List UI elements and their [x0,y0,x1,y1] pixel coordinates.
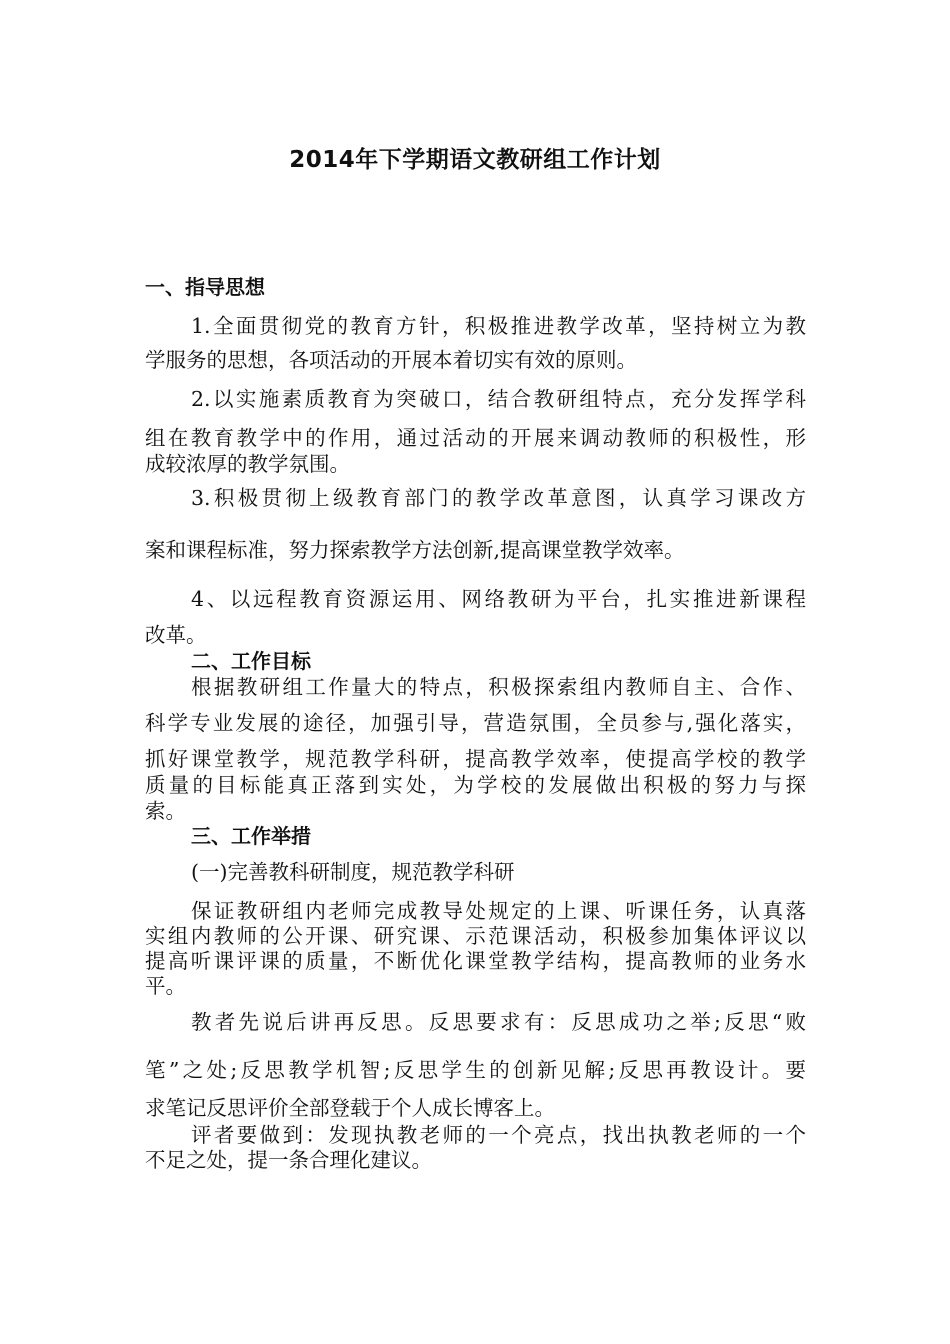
section-heading-work-goals: 二、工作目标 [191,649,311,673]
paragraph-line: 成较浓厚的教学氛围。 [145,452,350,476]
paragraph-line: 1.全面贯彻党的教育方针，积极推进教学改革，坚持树立为教 [191,314,806,338]
paragraph-line: 不足之处，提一条合理化建议。 [145,1148,432,1172]
paragraph-line: 4、以远程教育资源运用、网络教研为平台，扎实推进新课程 [191,587,806,611]
paragraph-line: 实组内教师的公开课、研究课、示范课活动，积极参加集体评议以 [145,924,806,948]
document-title: 2014年下学期语文教研组工作计划 [289,147,661,173]
subsection-heading: (一)完善教科研制度，规范教学科研 [191,860,515,884]
paragraph-line: 科学专业发展的途径，加强引导，营造氛围，全员参与,强化落实， [145,711,806,735]
paragraph-line: 2.以实施素质教育为突破口，结合教研组特点，充分发挥学科 [191,387,806,411]
paragraph-line: 改革。 [145,623,207,647]
paragraph-line: 抓好课堂教学，规范教学科研，提高教学效率，使提高学校的教学 [145,747,806,771]
paragraph-line: 求笔记反思评价全部登载于个人成长博客上。 [145,1096,555,1120]
paragraph-line: 索。 [145,799,186,823]
paragraph-line: 根据教研组工作量大的特点，积极探索组内教师自主、合作、 [191,675,806,699]
paragraph-line: 案和课程标准，努力探索教学方法创新,提高课堂教学效率。 [145,538,685,562]
paragraph-line: 提高听课评课的质量，不断优化课堂教学结构，提高教师的业务水 [145,949,806,973]
paragraph-line: 笔”之处;反思教学机智;反思学生的创新见解;反思再教设计。要 [145,1058,806,1082]
paragraph-line: 组在教育教学中的作用，通过活动的开展来调动教师的积极性，形 [145,426,806,450]
paragraph-line: 3.积极贯彻上级教育部门的教学改革意图，认真学习课改方 [191,486,806,510]
section-heading-guiding-ideology: 一、指导思想 [145,275,265,299]
paragraph-line: 保证教研组内老师完成教导处规定的上课、听课任务，认真落 [191,899,806,923]
paragraph-line: 平。 [145,974,186,998]
paragraph-line: 评者要做到：发现执教老师的一个亮点，找出执教老师的一个 [191,1123,806,1147]
paragraph-line: 学服务的思想，各项活动的开展本着切实有效的原则。 [145,348,637,372]
section-heading-work-measures: 三、工作举措 [191,824,311,848]
paragraph-line: 质量的目标能真正落到实处，为学校的发展做出积极的努力与探 [145,773,806,797]
paragraph-line: 教者先说后讲再反思。反思要求有：反思成功之举;反思“败 [191,1010,806,1034]
